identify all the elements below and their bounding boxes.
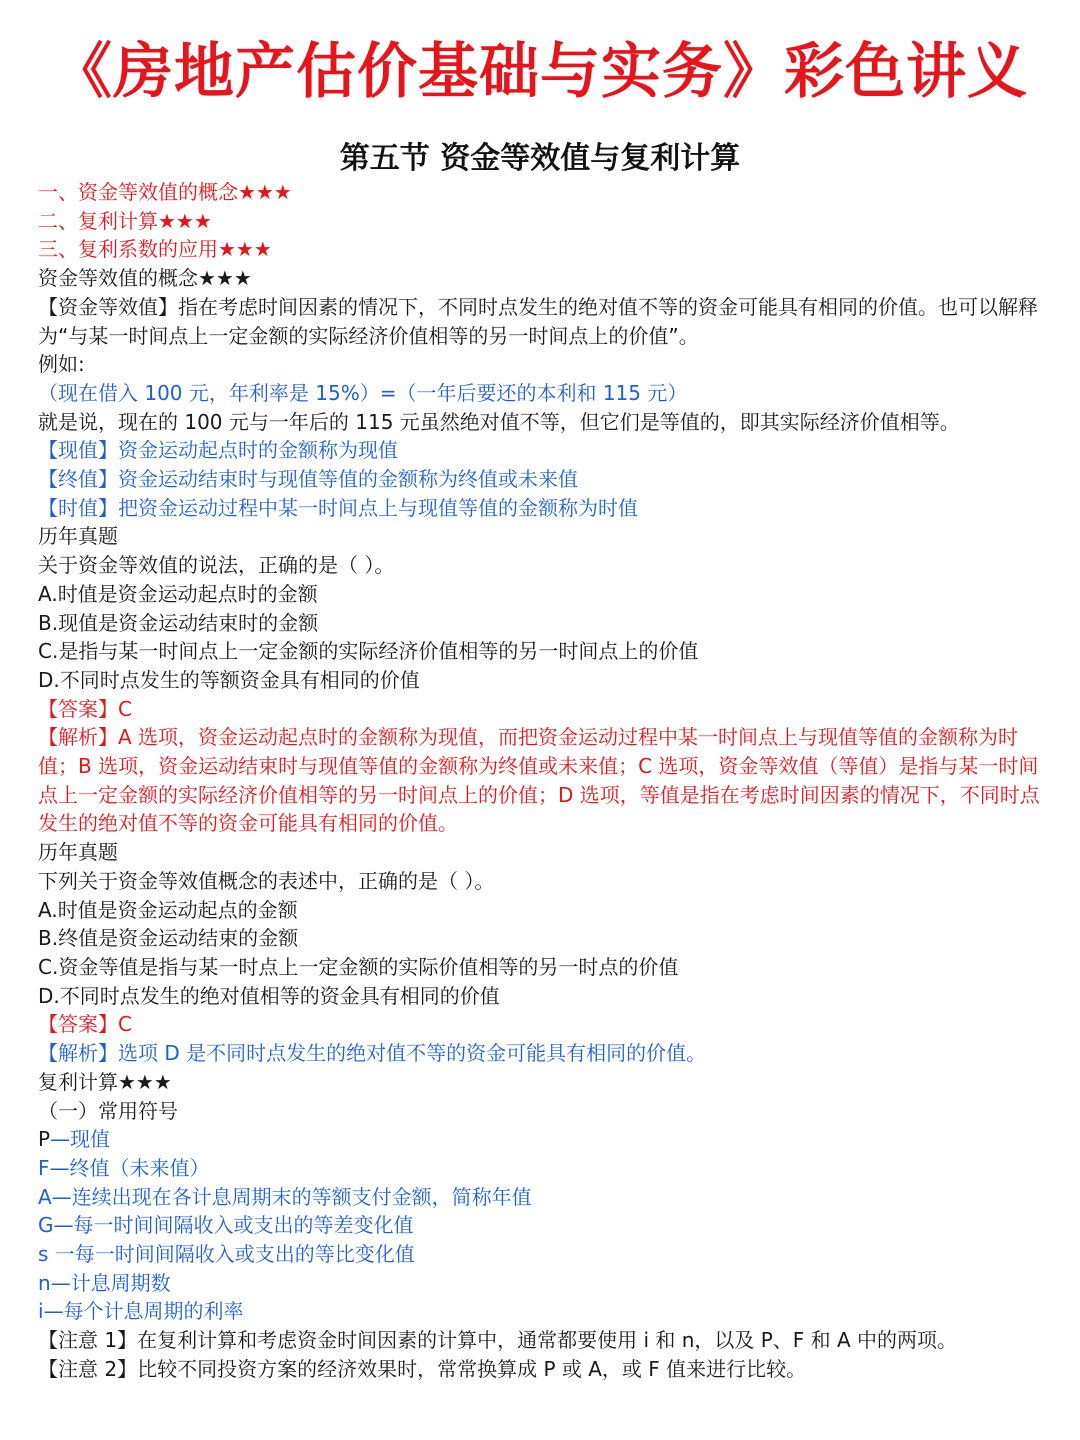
example-text: （现在借入 100 元，年利率是 15%）=（一年后要还的本利和 115 元） <box>38 380 688 405</box>
symbol-desc: —每一时间间隔收入或支出的等差变化值 <box>53 1213 414 1238</box>
note: 【注意 1】在复利计算和考虑资金时间因素的计算中，通常都要使用 i 和 n，以及 P、F 和 A 中的两项。 <box>38 1328 958 1353</box>
example-explanation: 就是说，现在的 100 元与一年后的 115 元虽然绝对值不等，但它们是等值的，即其实际经济价值相等。 <box>38 409 960 434</box>
symbol: s <box>38 1242 49 1267</box>
symbol-desc: —连续出现在各计息周期末的等额支付金额，简称年值 <box>51 1184 532 1209</box>
question-option: C.资金等值是指与某一时点上一定金额的实际价值相等的另一时点的价值 <box>38 954 679 979</box>
question-analysis: 【解析】A 选项，资金运动起点时的金额称为现值，而把资金运动过程中某一时间点上与现值等值的金额称为时值；B 选项，资金运动结束时与现值等值的金额称为终值或未来值；C 选项，资金等效值（等值）是指与某一时间点上一定金额的实际经济价值相等的另一时间点上的价值；D 选项，等值是指在考虑时间因素的情况下，不同时点发生的绝对值不等的资金可能具有相同的价值。 <box>38 725 1040 836</box>
question-option: A.时值是资金运动起点时的金额 <box>38 581 318 606</box>
symbol-row <box>38 1240 1048 1269</box>
section-title: 第五节 资金等效值与复利计算 <box>339 141 741 176</box>
symbol: F <box>38 1155 50 1180</box>
question-answer: 【答案】C <box>38 696 132 721</box>
example-label: 例如: <box>38 352 85 377</box>
question-label: 历年真题 <box>38 524 118 549</box>
question-option: D.不同时点发生的绝对值相等的资金具有相同的价值 <box>38 983 500 1008</box>
symbol: P <box>38 1127 51 1152</box>
question-label: 历年真题 <box>38 840 118 865</box>
symbol-desc: —计息周期数 <box>50 1270 171 1295</box>
question-stem: 关于资金等效值的说法，正确的是（ ）。 <box>38 553 395 578</box>
question-option: B.终值是资金运动结束的金额 <box>38 926 299 951</box>
term-future-value: 【终值】资金运动结束时与现值等值的金额称为终值或未来值 <box>38 467 578 492</box>
question-answer: 【答案】C <box>38 1012 132 1037</box>
question-option: B.现值是资金运动结束时的金额 <box>38 610 319 635</box>
term-time-value: 【时值】把资金运动过程中某一时间点上与现值等值的金额称为时值 <box>38 495 638 520</box>
question-option: D.不同时点发生的等额资金具有相同的价值 <box>38 667 420 692</box>
content-body <box>38 178 1048 1384</box>
question-option: C.是指与某一时间点上一定金额的实际经济价值相等的另一时间点上的价值 <box>38 639 699 664</box>
compound-heading: 复利计算★★★ <box>38 1069 172 1094</box>
note: 【注意 2】比较不同投资方案的经济效果时，常常换算成 P 或 A，或 F 值来进行比较。 <box>38 1356 807 1381</box>
symbol-desc: —每个计息周期的利率 <box>43 1299 244 1324</box>
symbol-desc: —终值（未来值） <box>49 1155 210 1180</box>
symbol-row <box>38 1154 1048 1183</box>
document-title: 《房地产估价基础与实务》彩色讲义 <box>52 37 1028 107</box>
symbol: i <box>38 1299 44 1324</box>
symbol-desc: —现值 <box>50 1127 111 1152</box>
outline-item: 二、复利计算★★★ <box>38 208 212 233</box>
term-present-value: 【现值】资金运动起点时的金额称为现值 <box>38 438 398 463</box>
symbol: n <box>38 1270 51 1295</box>
question-analysis: 【解析】选项 D 是不同时点发生的绝对值不等的资金可能具有相同的价值。 <box>38 1041 707 1066</box>
outline-item: 三、复利系数的应用★★★ <box>38 237 272 262</box>
symbol-row <box>38 1183 1048 1212</box>
question-stem: 下列关于资金等效值概念的表述中，正确的是（ ）。 <box>38 868 495 893</box>
concept-heading: 资金等效值的概念★★★ <box>38 266 252 291</box>
symbols-subheading: （一）常用符号 <box>38 1098 178 1123</box>
question-option: A.时值是资金运动起点的金额 <box>38 897 298 922</box>
symbol-row <box>38 1297 1048 1326</box>
concept-definition: 【资金等效值】指在考虑时间因素的情况下，不同时点发生的绝对值不等的资金可能具有相同的价值。也可以解释为“与某一时间点上一定金额的实际经济价值相等的另一时间点上的价值”。 <box>38 294 1038 348</box>
symbol-desc: 一每一时间间隔收入或支出的等比变化值 <box>48 1242 415 1267</box>
symbol-row <box>38 1211 1048 1240</box>
symbol: A <box>38 1184 52 1209</box>
symbol-row <box>38 1125 1048 1154</box>
symbol: G <box>38 1213 54 1238</box>
symbol-row <box>38 1269 1048 1298</box>
outline-item: 一、资金等效值的概念★★★ <box>38 180 292 204</box>
